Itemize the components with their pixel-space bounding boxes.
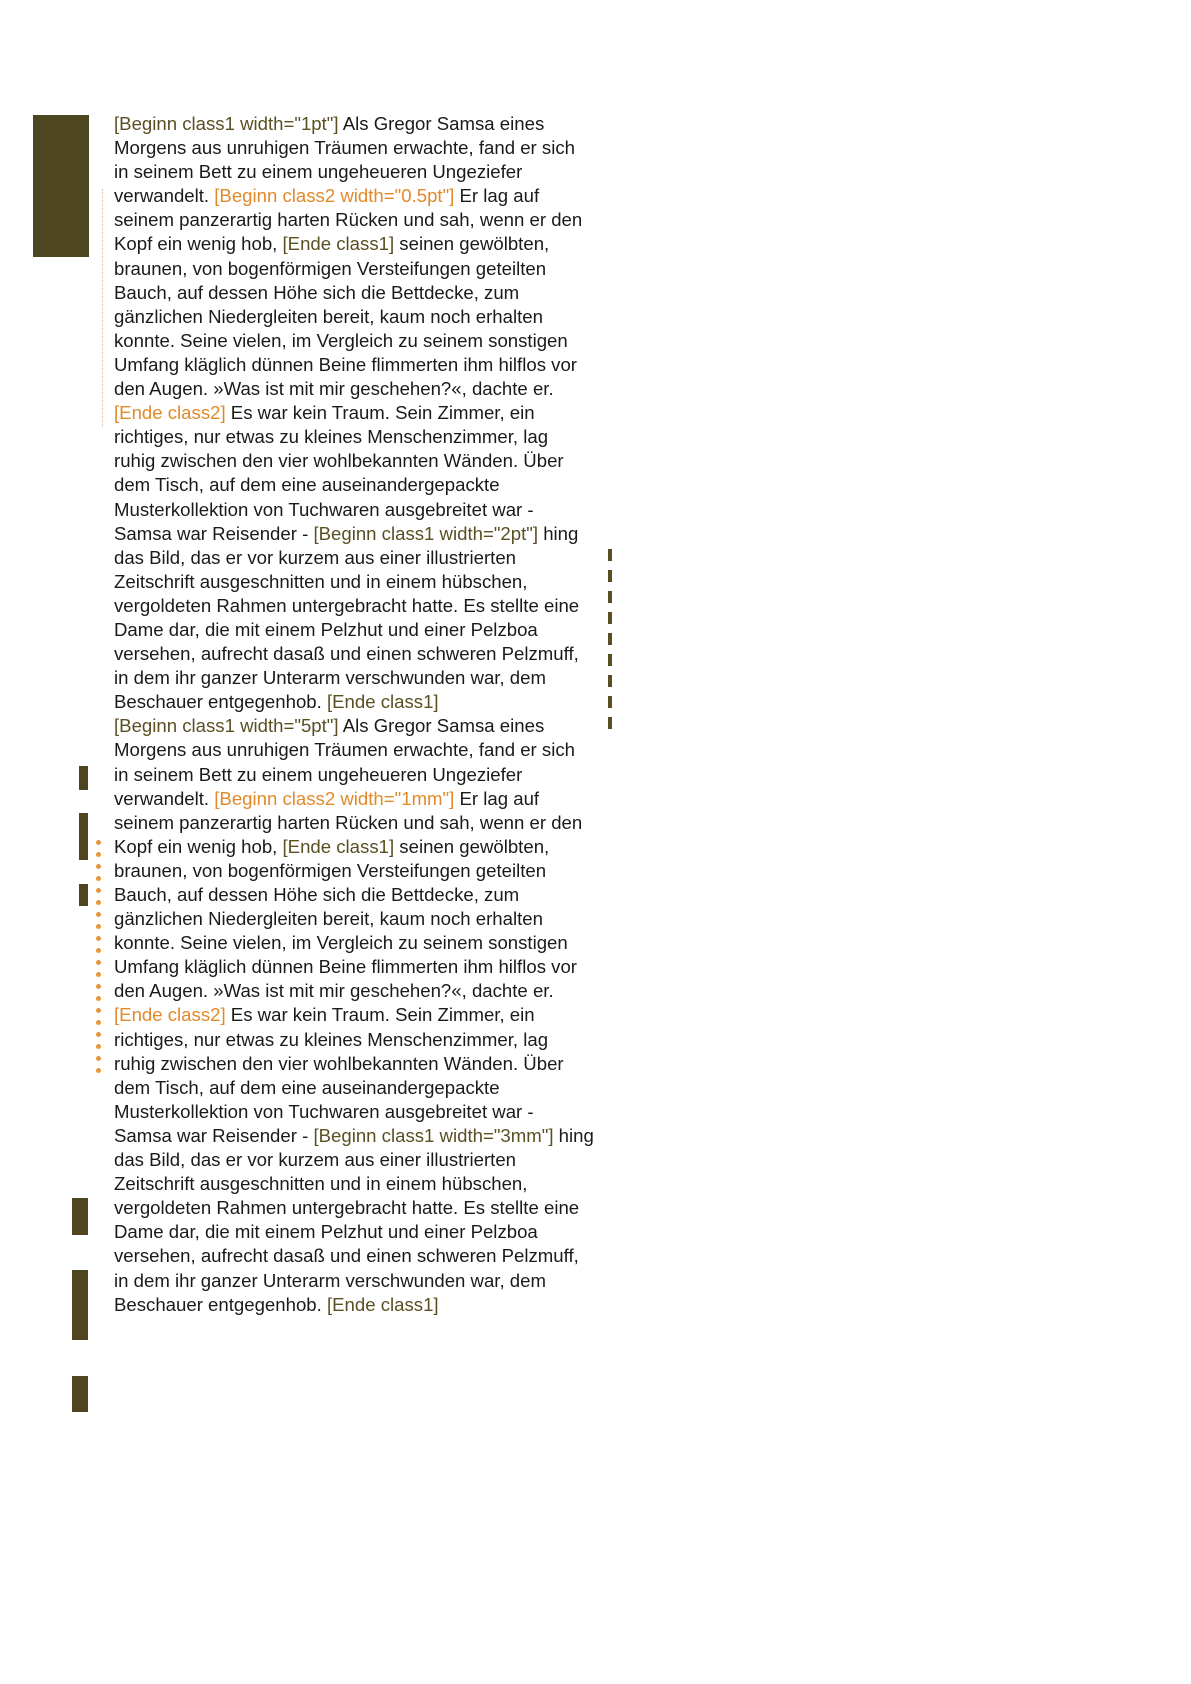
- orange-dot: [96, 840, 101, 845]
- body-text: seinen gewölbten, braunen, von bogenförmigen Versteifungen geteilten Bauch, auf dessen Höhe sich die Bettdecke, zum gänzlichen Niedergleiten bereit, kaum noch erhalten konnte. Seine vielen, im Vergleich zu seinem sonstigen Umfang kläglich dünnen Beine flimmerten ihm hilflos vor den Augen. »Was ist mit mir geschehen?«, dachte er.: [114, 233, 577, 400]
- olive-dash: [608, 633, 612, 645]
- markup-tag: [Ende class2]: [114, 402, 226, 424]
- orange-dot: [96, 1044, 101, 1049]
- orange-dot: [96, 912, 101, 917]
- markup-tag: [Ende class2]: [114, 1004, 226, 1026]
- body-text: Er lag auf seinem panzerartig harten Rücken und sah, wenn er den Kopf ein wenig hob,: [114, 787, 583, 857]
- body-text: Es war kein Traum. Sein Zimmer, ein richtiges, nur etwas zu kleines Menschenzimmer, lag ruhig zwischen den vier wohlbekannten Wänden. Über dem Tisch, auf dem eine auseinandergepackte Musterkollektion von Tuchwaren ausgebreitet war - Samsa war Reisender -: [114, 1004, 564, 1146]
- markup-tag: [Ende class1]: [282, 835, 395, 857]
- text-column: [114, 112, 594, 1317]
- paragraph-1: [114, 112, 594, 714]
- olive-dash: [608, 654, 612, 666]
- markup-tag: [Ende class1]: [326, 691, 439, 713]
- change-bar-small: [79, 813, 88, 860]
- orange-dot: [96, 960, 101, 965]
- orange-dot: [96, 1020, 101, 1025]
- orange-dot: [96, 888, 101, 893]
- body-text: Als Gregor Samsa eines Morgens aus unruhigen Träumen erwachte, fand er sich in seinem Bett zu einem ungeheueren Ungeziefer verwandelt.: [114, 715, 575, 809]
- body-text: Als Gregor Samsa eines Morgens aus unruhigen Träumen erwachte, fand er sich in seinem Bett zu einem ungeheueren Ungeziefer verwandelt.: [114, 113, 575, 207]
- olive-dash: [608, 549, 612, 561]
- orange-dot: [96, 852, 101, 857]
- orange-dot: [96, 936, 101, 941]
- orange-dot: [96, 900, 101, 905]
- change-bar-small: [79, 884, 88, 906]
- orange-dot: [96, 1032, 101, 1037]
- body-text: hing das Bild, das er vor kurzem aus einer illustrierten Zeitschrift ausgeschnitten und in einem hübschen, vergoldeten Rahmen untergebracht hatte. Es stellte eine Dame dar, die mit einem Pelzhut und einer Pelzboa versehen, aufrecht dasaß und einen schweren Pelzmuff, in dem ihr ganzer Unterarm verschwunden war, dem Beschauer entgegenhob.: [114, 1124, 594, 1315]
- markup-tag: [Beginn class1 width="3mm"]: [313, 1124, 554, 1146]
- change-bar-small: [79, 766, 88, 790]
- orange-dot: [96, 972, 101, 977]
- olive-dash: [608, 570, 612, 582]
- olive-dash: [608, 675, 612, 687]
- change-bar-medium: [72, 1198, 88, 1235]
- orange-dot: [96, 1068, 101, 1073]
- markup-tag: [Beginn class2 width="0.5pt"]: [214, 185, 455, 207]
- orange-dot: [96, 924, 101, 929]
- orange-dot: [96, 1008, 101, 1013]
- markup-tag: [Beginn class1 width="1pt"]: [114, 113, 339, 134]
- markup-tag: [Beginn class2 width="1mm"]: [214, 787, 455, 809]
- paragraph-2: [114, 714, 594, 1316]
- body-text: Er lag auf seinem panzerartig harten Rücken und sah, wenn er den Kopf ein wenig hob,: [114, 185, 583, 255]
- change-bar-dotted-thin: [102, 189, 103, 427]
- olive-dash: [608, 696, 612, 708]
- change-bar-large: [33, 115, 89, 257]
- markup-tag: [Beginn class1 width="5pt"]: [114, 715, 339, 737]
- markup-tag: [Ende class1]: [326, 1293, 439, 1315]
- body-text: seinen gewölbten, braunen, von bogenförmigen Versteifungen geteilten Bauch, auf dessen Höhe sich die Bettdecke, zum gänzlichen Niedergleiten bereit, kaum noch erhalten konnte. Seine vielen, im Vergleich zu seinem sonstigen Umfang kläglich dünnen Beine flimmerten ihm hilflos vor den Augen. »Was ist mit mir geschehen?«, dachte er.: [114, 835, 577, 1002]
- change-bar-medium: [72, 1270, 88, 1340]
- olive-dash: [608, 591, 612, 603]
- orange-dot: [96, 1056, 101, 1061]
- body-text: hing das Bild, das er vor kurzem aus einer illustrierten Zeitschrift ausgeschnitten und in einem hübschen, vergoldeten Rahmen untergebracht hatte. Es stellte eine Dame dar, die mit einem Pelzhut und einer Pelzboa versehen, aufrecht dasaß und einen schweren Pelzmuff, in dem ihr ganzer Unterarm verschwunden war, dem Beschauer entgegenhob.: [114, 522, 580, 713]
- orange-dot: [96, 996, 101, 1001]
- orange-dot: [96, 984, 101, 989]
- body-text: Es war kein Traum. Sein Zimmer, ein richtiges, nur etwas zu kleines Menschenzimmer, lag ruhig zwischen den vier wohlbekannten Wänden. Über dem Tisch, auf dem eine auseinandergepackte Musterkollektion von Tuchwaren ausgebreitet war - Samsa war Reisender -: [114, 402, 564, 544]
- orange-dot: [96, 864, 101, 869]
- markup-tag: [Ende class1]: [282, 233, 395, 255]
- olive-dash: [608, 717, 612, 729]
- orange-dot: [96, 948, 101, 953]
- markup-tag: [Beginn class1 width="2pt"]: [313, 522, 539, 544]
- change-bar-medium: [72, 1376, 88, 1412]
- olive-dash: [608, 612, 612, 624]
- orange-dot: [96, 876, 101, 881]
